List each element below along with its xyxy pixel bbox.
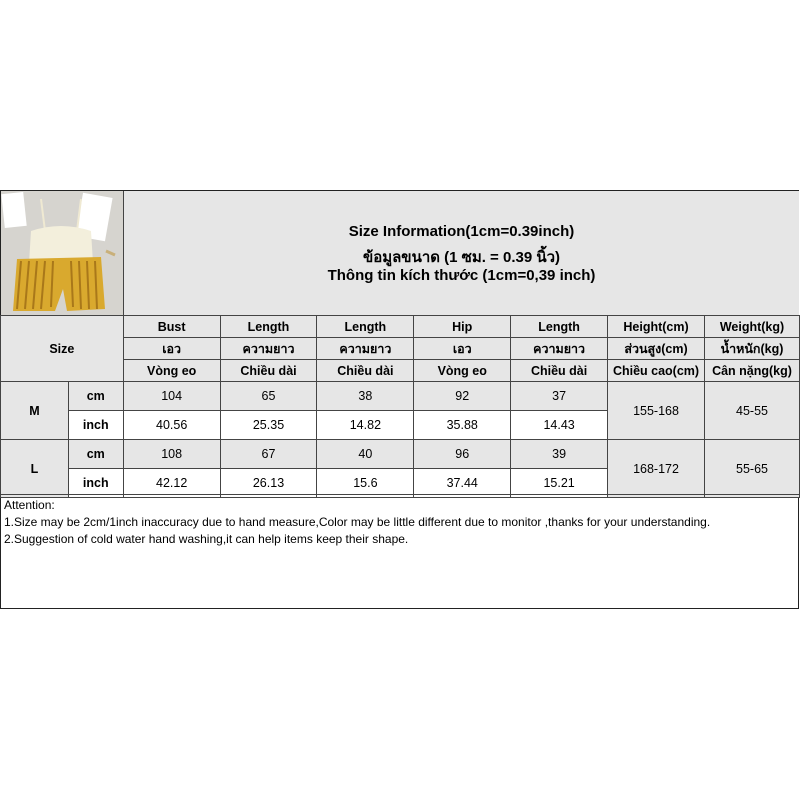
m-inch-bust: 40.56 (123, 411, 220, 440)
header-length-2: Length (317, 316, 414, 338)
attention-notes (0, 494, 799, 609)
unit-inch: inch (68, 411, 123, 440)
m-cm-bust: 104 (123, 382, 220, 411)
l-cm-length-1: 67 (220, 440, 317, 469)
size-label: Size (1, 316, 124, 382)
l-cm-bust: 108 (123, 440, 220, 469)
header-thai-2: ความยาว (220, 338, 317, 360)
header-vi-2: Chiều dài (220, 360, 317, 382)
header-bust: Bust (123, 316, 220, 338)
header-length-1: Length (220, 316, 317, 338)
notes-line-1: 1.Size may be 2cm/1inch inaccuracy due to hand measure,Color may be little different due to monitor ,thanks for your understanding. (4, 515, 711, 529)
size-table (0, 315, 800, 498)
header-vi-3: Chiều dài (317, 360, 414, 382)
notes-line-2: 2.Suggestion of cold water hand washing,it can help items keep their shape. (4, 532, 409, 546)
size-chart (0, 190, 800, 610)
l-inch-length-2: 15.6 (317, 469, 414, 498)
title-box (123, 191, 799, 315)
table-row (1, 382, 800, 411)
table-row (1, 440, 800, 469)
header-thai-5: ความยาว (511, 338, 608, 360)
size-m-label: M (1, 382, 69, 440)
notes-heading: Attention: (4, 498, 55, 512)
header-vi-5: Chiều dài (511, 360, 608, 382)
unit-inch: inch (68, 469, 123, 498)
l-inch-length-1: 26.13 (220, 469, 317, 498)
header-vi-1: Vòng eo (123, 360, 220, 382)
header-thai-4: เอว (414, 338, 511, 360)
title-thai: ข้อมูลขนาด (1 ซม. = 0.39 นิ้ว) (362, 249, 561, 266)
m-inch-length-2: 14.82 (317, 411, 414, 440)
l-inch-hip: 37.44 (414, 469, 511, 498)
m-weight: 45-55 (705, 382, 800, 440)
product-photo-svg (1, 191, 123, 315)
l-cm-hip: 96 (414, 440, 511, 469)
l-cm-length-2: 40 (317, 440, 414, 469)
header-thai-6: ส่วนสูง(cm) (608, 338, 705, 360)
l-cm-length-3: 39 (511, 440, 608, 469)
l-inch-length-3: 15.21 (511, 469, 608, 498)
m-inch-length-1: 25.35 (220, 411, 317, 440)
unit-cm: cm (68, 440, 123, 469)
header-thai-3: ความยาว (317, 338, 414, 360)
title-vietnamese: Thông tin kích thước (1cm=0,39 inch) (327, 267, 596, 284)
product-photo (1, 191, 123, 315)
m-height: 155-168 (608, 382, 705, 440)
header-weight: Weight(kg) (705, 316, 800, 338)
header-hip: Hip (414, 316, 511, 338)
header-thai-1: เอว (123, 338, 220, 360)
m-cm-hip: 92 (414, 382, 511, 411)
header-vi-7: Cân nặng(kg) (705, 360, 800, 382)
title-english: Size Information(1cm=0.39inch) (348, 223, 575, 240)
header-thai-7: น้ำหนัก(kg) (705, 338, 800, 360)
m-cm-length-3: 37 (511, 382, 608, 411)
header-row-english (1, 316, 800, 338)
l-inch-bust: 42.12 (123, 469, 220, 498)
l-weight: 55-65 (705, 440, 800, 498)
m-inch-length-3: 14.43 (511, 411, 608, 440)
header-length-3: Length (511, 316, 608, 338)
header-height: Height(cm) (608, 316, 705, 338)
size-l-label: L (1, 440, 69, 498)
m-cm-length-1: 65 (220, 382, 317, 411)
unit-cm: cm (68, 382, 123, 411)
l-height: 168-172 (608, 440, 705, 498)
m-inch-hip: 35.88 (414, 411, 511, 440)
m-cm-length-2: 38 (317, 382, 414, 411)
header-vi-4: Vòng eo (414, 360, 511, 382)
header-vi-6: Chiều cao(cm) (608, 360, 705, 382)
